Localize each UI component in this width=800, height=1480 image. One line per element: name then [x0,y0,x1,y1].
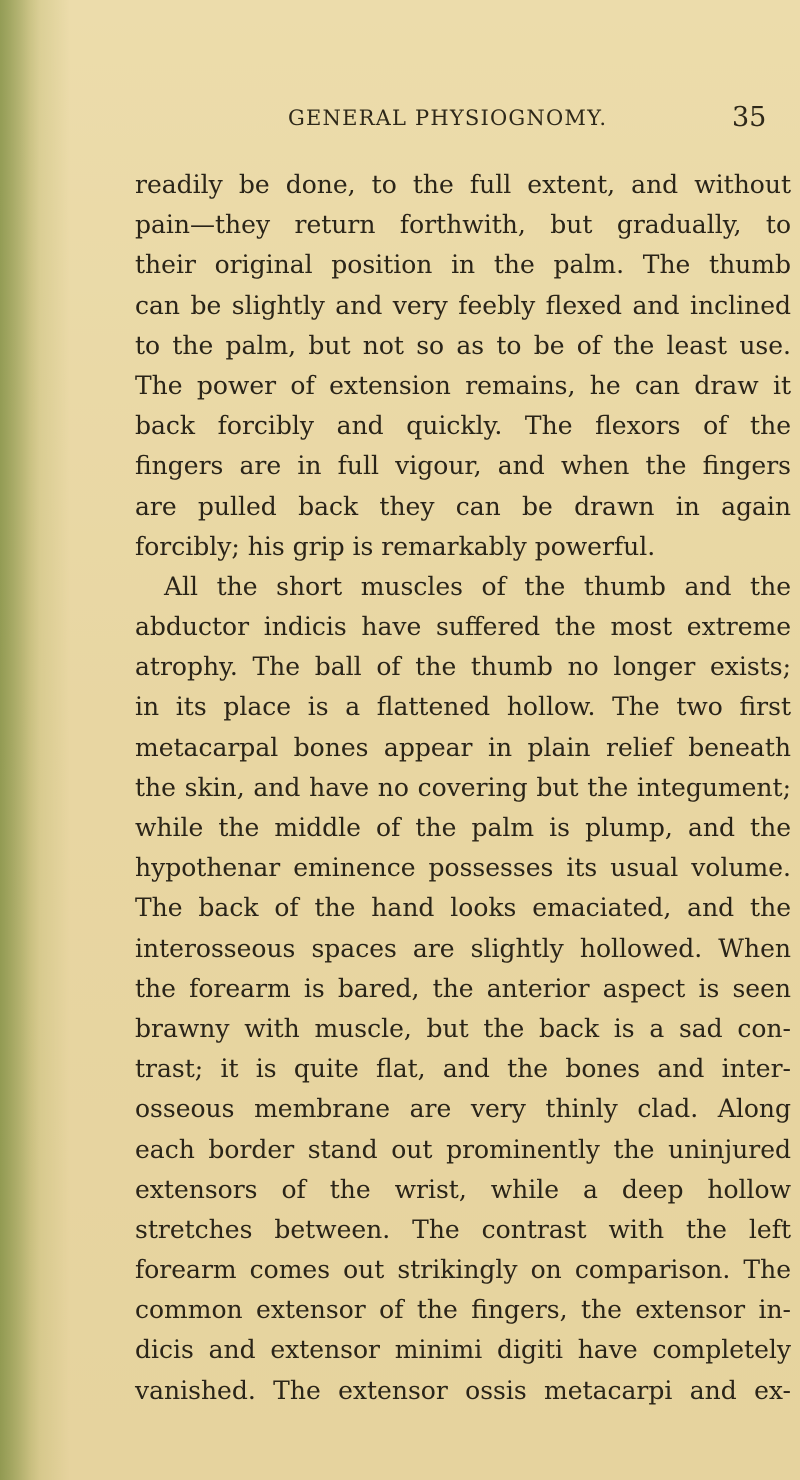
text-line: stretches between. The contrast with the left [135,1214,791,1244]
text-line: the skin, and have no covering but the integument; [135,772,791,802]
text-line: The power of extension remains, he can draw it [135,370,791,400]
text-line: atrophy. The ball of the thumb no longer exists; [135,652,791,682]
text-line: to the palm, but not so as to be of the least use. [135,330,791,360]
text-line: vanished. The extensor ossis metacarpi and ex- [135,1375,791,1405]
text-line: All the short muscles of the thumb and the [164,571,791,601]
page-spine-shadow [0,0,40,1480]
text-line: while the middle of the palm is plump, and the [135,813,791,842]
text-line: extensors of the wrist, while a deep hollow [135,1174,791,1204]
text-line: osseous membrane are very thinly clad. Along [135,1094,791,1124]
text-line: their original position in the palm. The thumb [135,250,791,280]
text-line: back forcibly and quickly. The flexors of the [135,411,791,441]
text-line: brawny with muscle, but the back is a sad con- [135,1013,791,1043]
page-number: 35 [732,102,767,133]
text-line: in its place is a flattened hollow. The two first [135,692,791,722]
body-text [135,165,791,1411]
text-line: interosseous spaces are slightly hollowed. When [135,933,791,963]
text-line: readily be done, to the full extent, and without [135,170,791,199]
text-line: fingers are in full vigour, and when the fingers [135,451,791,481]
text-line: are pulled back they can be drawn in again [135,491,791,521]
running-head [0,102,800,146]
text-line: The back of the hand looks emaciated, and the [135,893,791,923]
text-line: metacarpal bones appear in plain relief beneath [135,732,791,762]
text-line: forearm comes out strikingly on comparison. The [135,1255,791,1285]
text-line: can be slightly and very feebly flexed and inclined [135,290,791,320]
text-line: pain—they return forthwith, but gradually, to [135,210,791,240]
text-line: the forearm is bared, the anterior aspect is seen [135,973,791,1003]
text-line: each border stand out prominently the uninjured [135,1134,791,1164]
text-line: dicis and extensor minimi digiti have completely [135,1335,791,1365]
text-line: abductor indicis have suffered the most extreme [135,612,791,642]
running-title: GENERAL PHYSIOGNOMY. [288,106,608,130]
text-line: common extensor of the fingers, the extensor in- [135,1295,791,1325]
text-line: forcibly; his grip is remarkably powerful. [135,531,656,561]
text-line: trast; it is quite flat, and the bones and inter- [135,1054,791,1084]
text-line: hypothenar eminence possesses its usual volume. [135,853,791,883]
